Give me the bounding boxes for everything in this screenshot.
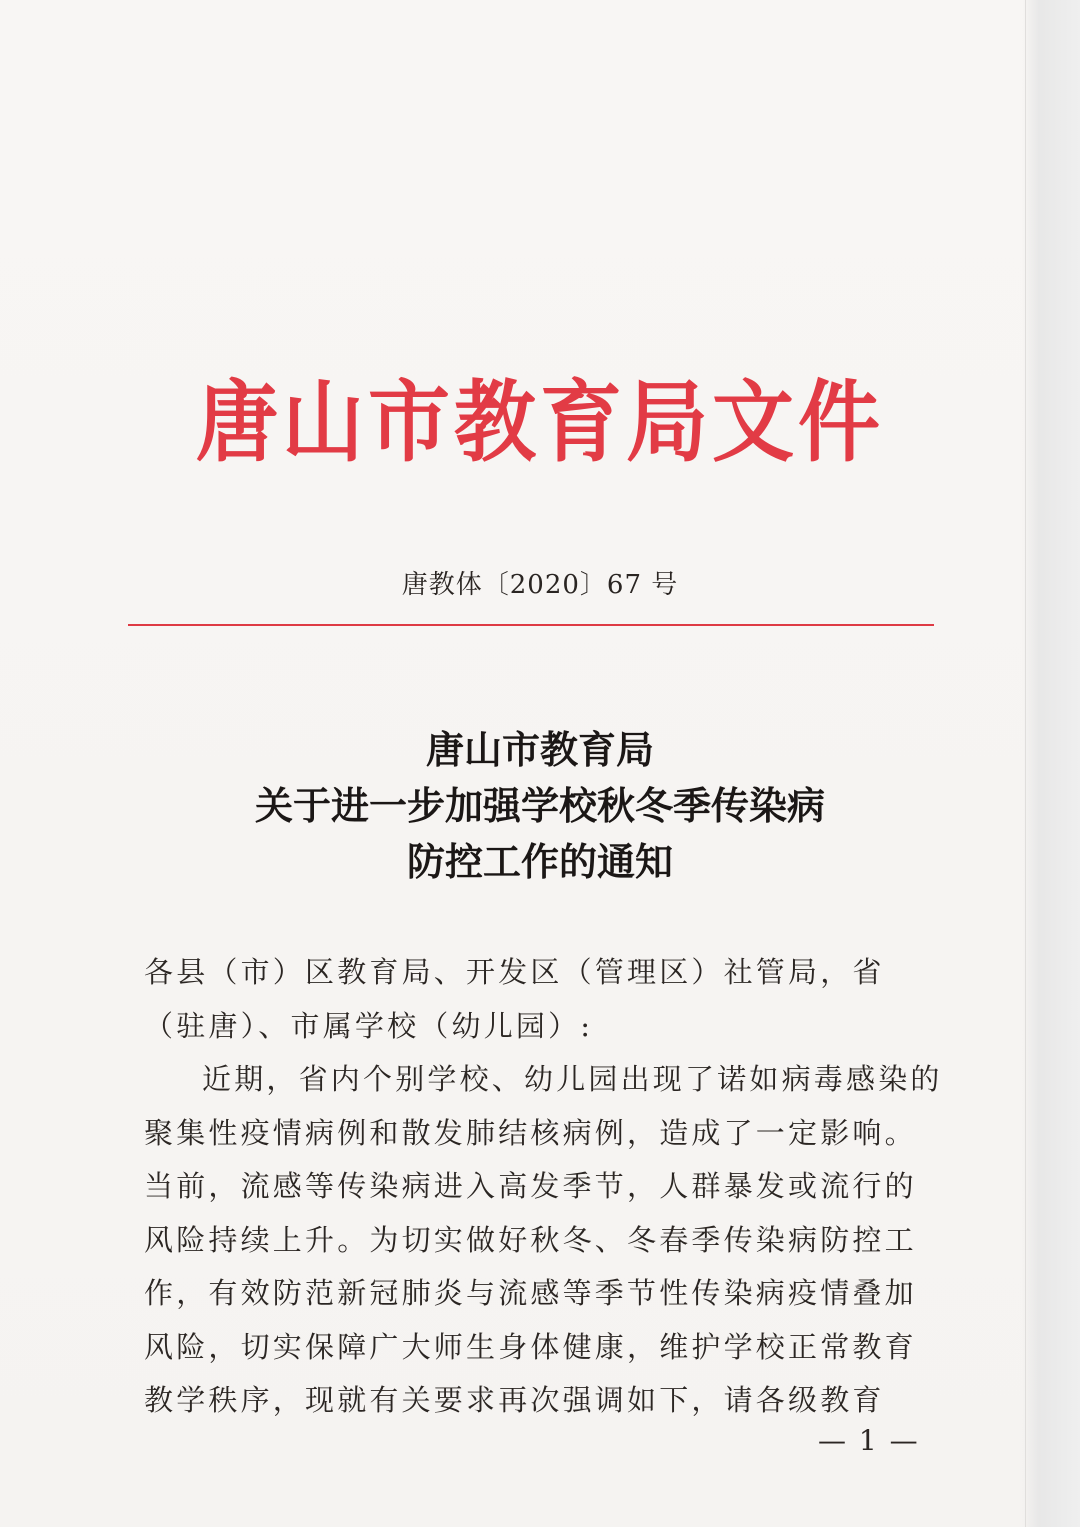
notice-title-line-3: 防控工作的通知 <box>406 839 673 884</box>
notice-title-line-2: 关于进一步加强学校秋冬季传染病 <box>254 783 825 828</box>
page-number: — 1 — <box>818 1424 920 1457</box>
red-separator-line <box>128 624 934 626</box>
notice-title <box>0 722 1080 890</box>
red-header-title: 唐山市教育局文件 <box>195 371 884 475</box>
addressee-line: 各县（市）区教育局、开发区（管理区）社管局，省（驻唐）、市属学校（幼儿园）: <box>144 955 885 1043</box>
notice-body <box>144 946 944 1428</box>
body-paragraph: 近期，省内个别学校、幼儿园出现了诺如病毒感染的聚集性疫情病例和散发肺结核病例，造成了一定影响。当前，流感等传染病进入高发季节，人群暴发或流行的风险持续上升。为切实做好秋冬、冬春季传染病防控工作，有效防范新冠肺炎与流感等季节性传染病疫情叠加风险，切实保障广大师生身体健康，维护学校正常教育教学秩序，现就有关要求再次强调如下，请各级教育 <box>144 1062 943 1417</box>
notice-title-line-1: 唐山市教育局 <box>425 727 654 772</box>
document-number: 唐教体〔2020〕67 号 <box>401 570 679 600</box>
